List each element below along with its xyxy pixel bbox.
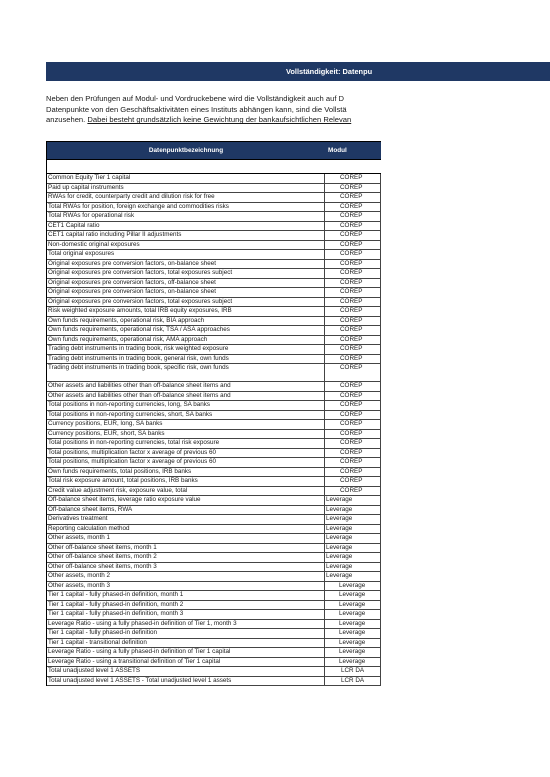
table-row[interactable] <box>47 193 381 203</box>
table-row[interactable] <box>47 231 381 241</box>
table-row[interactable] <box>47 506 381 516</box>
table-row[interactable] <box>47 260 381 270</box>
datapoint-name-cell[interactable]: Own funds requirements, total positions, IRB banks <box>47 468 325 477</box>
datapoint-name-cell[interactable]: Total positions in non-reporting currencies, long, SA banks <box>47 401 325 410</box>
table-header-row <box>47 142 381 160</box>
module-cell[interactable]: COREP <box>325 392 381 401</box>
table-row[interactable] <box>47 307 381 317</box>
table-row[interactable] <box>47 345 381 355</box>
module-cell[interactable]: COREP <box>325 364 381 381</box>
module-cell[interactable]: COREP <box>325 288 381 297</box>
table-row[interactable] <box>47 496 381 506</box>
module-cell[interactable]: COREP <box>325 174 381 183</box>
header-module: Modul <box>328 147 347 154</box>
module-cell[interactable]: COREP <box>325 260 381 269</box>
module-cell[interactable]: COREP <box>325 307 381 316</box>
module-cell[interactable]: COREP <box>325 355 381 364</box>
module-cell[interactable]: COREP <box>325 279 381 288</box>
module-cell[interactable]: Leverage <box>325 591 381 600</box>
module-cell[interactable]: COREP <box>325 212 381 221</box>
module-cell[interactable]: Leverage <box>325 620 381 629</box>
table-row[interactable] <box>47 326 381 336</box>
table-row[interactable] <box>47 336 381 346</box>
table-row[interactable] <box>47 212 381 222</box>
module-cell[interactable]: Leverage <box>325 525 381 534</box>
intro-line-3-underlined: Dabei besteht grundsätzlich keine Gewichtung der bankaufsichtlichen Relevan <box>87 115 352 125</box>
datapoint-name-cell[interactable]: Risk weighted exposure amounts, total IRB equity exposures, IRB <box>47 307 325 316</box>
module-cell[interactable]: COREP <box>325 411 381 420</box>
intro-line-2: Datenpunkte von den Geschäftsaktivitäten eines Instituts abhängen kann, sind die Vollstä <box>46 104 347 114</box>
module-cell[interactable]: Leverage <box>325 610 381 619</box>
datapoint-name-cell[interactable]: Common Equity Tier 1 capital <box>47 174 325 183</box>
module-cell[interactable]: COREP <box>325 468 381 477</box>
table-row[interactable] <box>47 364 381 382</box>
module-cell[interactable]: COREP <box>325 317 381 326</box>
table-row[interactable] <box>47 317 381 327</box>
datapoint-name-cell[interactable]: Off-balance sheet items, leverage ratio exposure value <box>47 496 325 505</box>
table-row[interactable] <box>47 582 381 592</box>
module-cell[interactable]: COREP <box>325 449 381 458</box>
datapoint-name-cell[interactable]: Other assets, month 2 <box>47 572 325 581</box>
module-cell[interactable]: Leverage <box>325 515 381 524</box>
datapoint-name-cell[interactable]: Other off-balance sheet items, month 2 <box>47 553 325 562</box>
table-row[interactable] <box>47 458 381 468</box>
datapoint-name-cell[interactable]: Total positions in non-reporting currencies, short, SA banks <box>47 411 325 420</box>
module-cell[interactable]: Leverage <box>325 534 381 543</box>
table-row[interactable] <box>47 525 381 535</box>
table-row[interactable] <box>47 610 381 620</box>
module-cell[interactable]: COREP <box>325 222 381 231</box>
module-cell[interactable]: COREP <box>325 439 381 448</box>
module-cell[interactable]: Leverage <box>325 601 381 610</box>
datapoint-name-cell[interactable]: Other assets, month 1 <box>47 534 325 543</box>
table-row[interactable] <box>47 477 381 487</box>
datapoint-name-cell[interactable]: Tier 1 capital - fully phased-in definition, month 1 <box>47 591 325 600</box>
table-row[interactable] <box>47 591 381 601</box>
intro-line-3-plain: anzusehen. <box>46 115 88 125</box>
table-row[interactable] <box>47 298 381 308</box>
datapoint-name-cell[interactable]: Non-domestic original exposures <box>47 241 325 250</box>
datapoint-name-cell[interactable]: CET1 Capital ratio <box>47 222 325 231</box>
datapoint-name-cell[interactable]: Other off-balance sheet items, month 1 <box>47 544 325 553</box>
table-row[interactable] <box>47 401 381 411</box>
table-row[interactable] <box>47 355 381 365</box>
table-row[interactable] <box>47 269 381 279</box>
datapoint-table <box>46 141 381 686</box>
module-cell[interactable]: Leverage <box>325 506 381 515</box>
datapoint-name-cell[interactable]: Total RWAs for position, foreign exchange and commodities risks <box>47 203 325 212</box>
datapoint-name-cell[interactable]: Total RWAs for operational risk <box>47 212 325 221</box>
datapoint-name-cell[interactable]: Total unadjusted level 1 ASSETS <box>47 667 325 676</box>
datapoint-name-cell[interactable]: Total risk exposure amount, total positions, IRB banks <box>47 477 325 486</box>
table-row[interactable] <box>47 544 381 554</box>
module-cell[interactable]: Leverage <box>325 629 381 638</box>
datapoint-name-cell[interactable]: Original exposures pre conversion factors, on-balance sheet <box>47 288 325 297</box>
module-cell[interactable]: Leverage <box>325 648 381 657</box>
table-body <box>47 174 381 686</box>
module-cell[interactable]: COREP <box>325 401 381 410</box>
datapoint-name-cell[interactable]: Currency positions, EUR, long, SA banks <box>47 420 325 429</box>
table-row[interactable] <box>47 572 381 582</box>
module-cell[interactable]: LCR DA <box>325 667 381 676</box>
module-cell[interactable]: COREP <box>325 326 381 335</box>
sheet-title-banner <box>46 62 550 81</box>
module-cell[interactable]: COREP <box>325 430 381 439</box>
datapoint-name-cell[interactable]: Off-balance sheet items, RWA <box>47 506 325 515</box>
module-cell[interactable]: COREP <box>325 269 381 278</box>
table-row[interactable] <box>47 629 381 639</box>
module-cell[interactable]: COREP <box>325 336 381 345</box>
datapoint-name-cell[interactable]: Original exposures pre conversion factors, total exposures subject <box>47 298 325 307</box>
module-cell[interactable]: COREP <box>325 250 381 259</box>
module-cell[interactable]: COREP <box>325 241 381 250</box>
module-cell[interactable]: COREP <box>325 193 381 202</box>
datapoint-name-cell[interactable]: RWAs for credit, counterparty credit and dilution risk for free <box>47 193 325 202</box>
datapoint-name-cell[interactable]: Leverage Ratio - using a fully phased-in definition of Tier 1, month 3 <box>47 620 325 629</box>
table-row[interactable] <box>47 411 381 421</box>
table-row[interactable] <box>47 639 381 649</box>
datapoint-name-cell[interactable]: Leverage Ratio - using a fully phased-in definition of Tier 1 capital <box>47 648 325 657</box>
datapoint-name-cell[interactable]: Total positions, multiplication factor x average of previous 60 <box>47 458 325 467</box>
datapoint-name-cell[interactable]: Total original exposures <box>47 250 325 259</box>
module-cell[interactable]: Leverage <box>325 544 381 553</box>
table-row[interactable] <box>47 658 381 668</box>
datapoint-name-cell[interactable]: Own funds requirements, operational risk, TSA / ASA approaches <box>47 326 325 335</box>
datapoint-name-cell[interactable]: Own funds requirements, operational risk, AMA approach <box>47 336 325 345</box>
module-cell[interactable]: COREP <box>325 477 381 486</box>
module-cell[interactable]: COREP <box>325 345 381 354</box>
module-cell[interactable]: Leverage <box>325 563 381 572</box>
table-row[interactable] <box>47 515 381 525</box>
module-cell[interactable]: COREP <box>325 487 381 496</box>
datapoint-name-cell[interactable]: Leverage Ratio - using a transitional definition of Tier 1 capital <box>47 658 325 667</box>
datapoint-name-cell[interactable]: Paid up capital instruments <box>47 184 325 193</box>
datapoint-name-cell[interactable]: Currency positions, EUR, short, SA banks <box>47 430 325 439</box>
intro-line-1: Neben den Prüfungen auf Modul- und Vordruckebene wird die Vollständigkeit auch auf D <box>46 94 345 103</box>
intro-paragraph <box>46 94 550 126</box>
module-cell[interactable]: Leverage <box>325 639 381 648</box>
table-row[interactable] <box>47 250 381 260</box>
table-row[interactable] <box>47 203 381 213</box>
header-datapoint-name: Datenpunktbezeichnung <box>148 147 224 154</box>
datapoint-name-cell[interactable]: Total positions in non-reporting currencies, total risk exposure <box>47 439 325 448</box>
module-cell[interactable]: COREP <box>325 458 381 467</box>
table-row[interactable] <box>47 648 381 658</box>
intro-line-3 <box>46 115 550 126</box>
table-row[interactable] <box>47 184 381 194</box>
datapoint-name-cell[interactable]: Tier 1 capital - fully phased-in definition, month 2 <box>47 601 325 610</box>
table-row[interactable] <box>47 430 381 440</box>
datapoint-name-cell[interactable]: Reporting calculation method <box>47 525 325 534</box>
datapoint-name-cell[interactable]: Tier 1 capital - transitional definition <box>47 639 325 648</box>
datapoint-name-cell[interactable]: Original exposures pre conversion factors, on-balance sheet <box>47 260 325 269</box>
sheet-title: Vollständigkeit: Datenpu <box>286 67 373 76</box>
table-spacer-row <box>47 160 381 174</box>
datapoint-name-cell[interactable]: Trading debt instruments in trading book, general risk, own funds <box>47 355 325 364</box>
table-row[interactable] <box>47 563 381 573</box>
module-cell[interactable]: COREP <box>325 231 381 240</box>
table-row[interactable] <box>47 487 381 497</box>
table-row[interactable] <box>47 677 381 687</box>
datapoint-name-cell[interactable]: Trading debt instruments in trading book, risk weighted exposure <box>47 345 325 354</box>
module-cell[interactable]: COREP <box>325 298 381 307</box>
module-cell[interactable]: Leverage <box>325 553 381 562</box>
table-row[interactable] <box>47 222 381 232</box>
datapoint-name-cell[interactable]: Other assets and liabilities other than off-balance sheet items and <box>47 392 325 401</box>
datapoint-name-cell[interactable]: CET1 capital ratio including Pillar II adjustments <box>47 231 325 240</box>
datapoint-name-cell[interactable]: Total unadjusted level 1 ASSETS - Total unadjusted level 1 assets <box>47 677 325 686</box>
datapoint-name-cell[interactable]: Credit value adjustment risk, exposure value, total <box>47 487 325 496</box>
datapoint-name-cell[interactable]: Other assets, month 3 <box>47 582 325 591</box>
table-row[interactable] <box>47 468 381 478</box>
datapoint-name-cell[interactable]: Tier 1 capital - fully phased-in definition <box>47 629 325 638</box>
datapoint-name-cell[interactable]: Derivatives treatment <box>47 515 325 524</box>
module-cell[interactable]: Leverage <box>325 572 381 581</box>
table-row[interactable] <box>47 534 381 544</box>
table-row[interactable] <box>47 620 381 630</box>
table-row[interactable] <box>47 553 381 563</box>
module-cell[interactable]: LCR DA <box>325 677 381 686</box>
table-row[interactable] <box>47 279 381 289</box>
datapoint-name-cell[interactable]: Original exposures pre conversion factors, total exposures subject <box>47 269 325 278</box>
datapoint-name-cell[interactable]: Other assets and liabilities other than off-balance sheet items and <box>47 382 325 391</box>
table-row[interactable] <box>47 174 381 184</box>
module-cell[interactable]: Leverage <box>325 496 381 505</box>
table-row[interactable] <box>47 288 381 298</box>
table-row[interactable] <box>47 449 381 459</box>
table-row[interactable] <box>47 420 381 430</box>
datapoint-name-cell[interactable]: Original exposures pre conversion factors, off-balance sheet <box>47 279 325 288</box>
table-row[interactable] <box>47 241 381 251</box>
table-row[interactable] <box>47 667 381 677</box>
table-row[interactable] <box>47 392 381 402</box>
datapoint-name-cell[interactable]: Other off-balance sheet items, month 3 <box>47 563 325 572</box>
datapoint-name-cell[interactable]: Tier 1 capital - fully phased-in definition, month 3 <box>47 610 325 619</box>
module-cell[interactable]: COREP <box>325 184 381 193</box>
module-cell[interactable]: COREP <box>325 420 381 429</box>
table-row[interactable] <box>47 601 381 611</box>
module-cell[interactable]: Leverage <box>325 658 381 667</box>
module-cell[interactable]: Leverage <box>325 582 381 591</box>
table-row[interactable] <box>47 382 381 392</box>
module-cell[interactable]: COREP <box>325 382 381 391</box>
datapoint-name-cell[interactable]: Total positions, multiplication factor x average of previous 60 <box>47 449 325 458</box>
table-row[interactable] <box>47 439 381 449</box>
datapoint-name-cell[interactable]: Own funds requirements, operational risk, BIA approach <box>47 317 325 326</box>
module-cell[interactable]: COREP <box>325 203 381 212</box>
datapoint-name-cell[interactable]: Trading debt instruments in trading book, specific risk, own funds <box>47 364 325 381</box>
